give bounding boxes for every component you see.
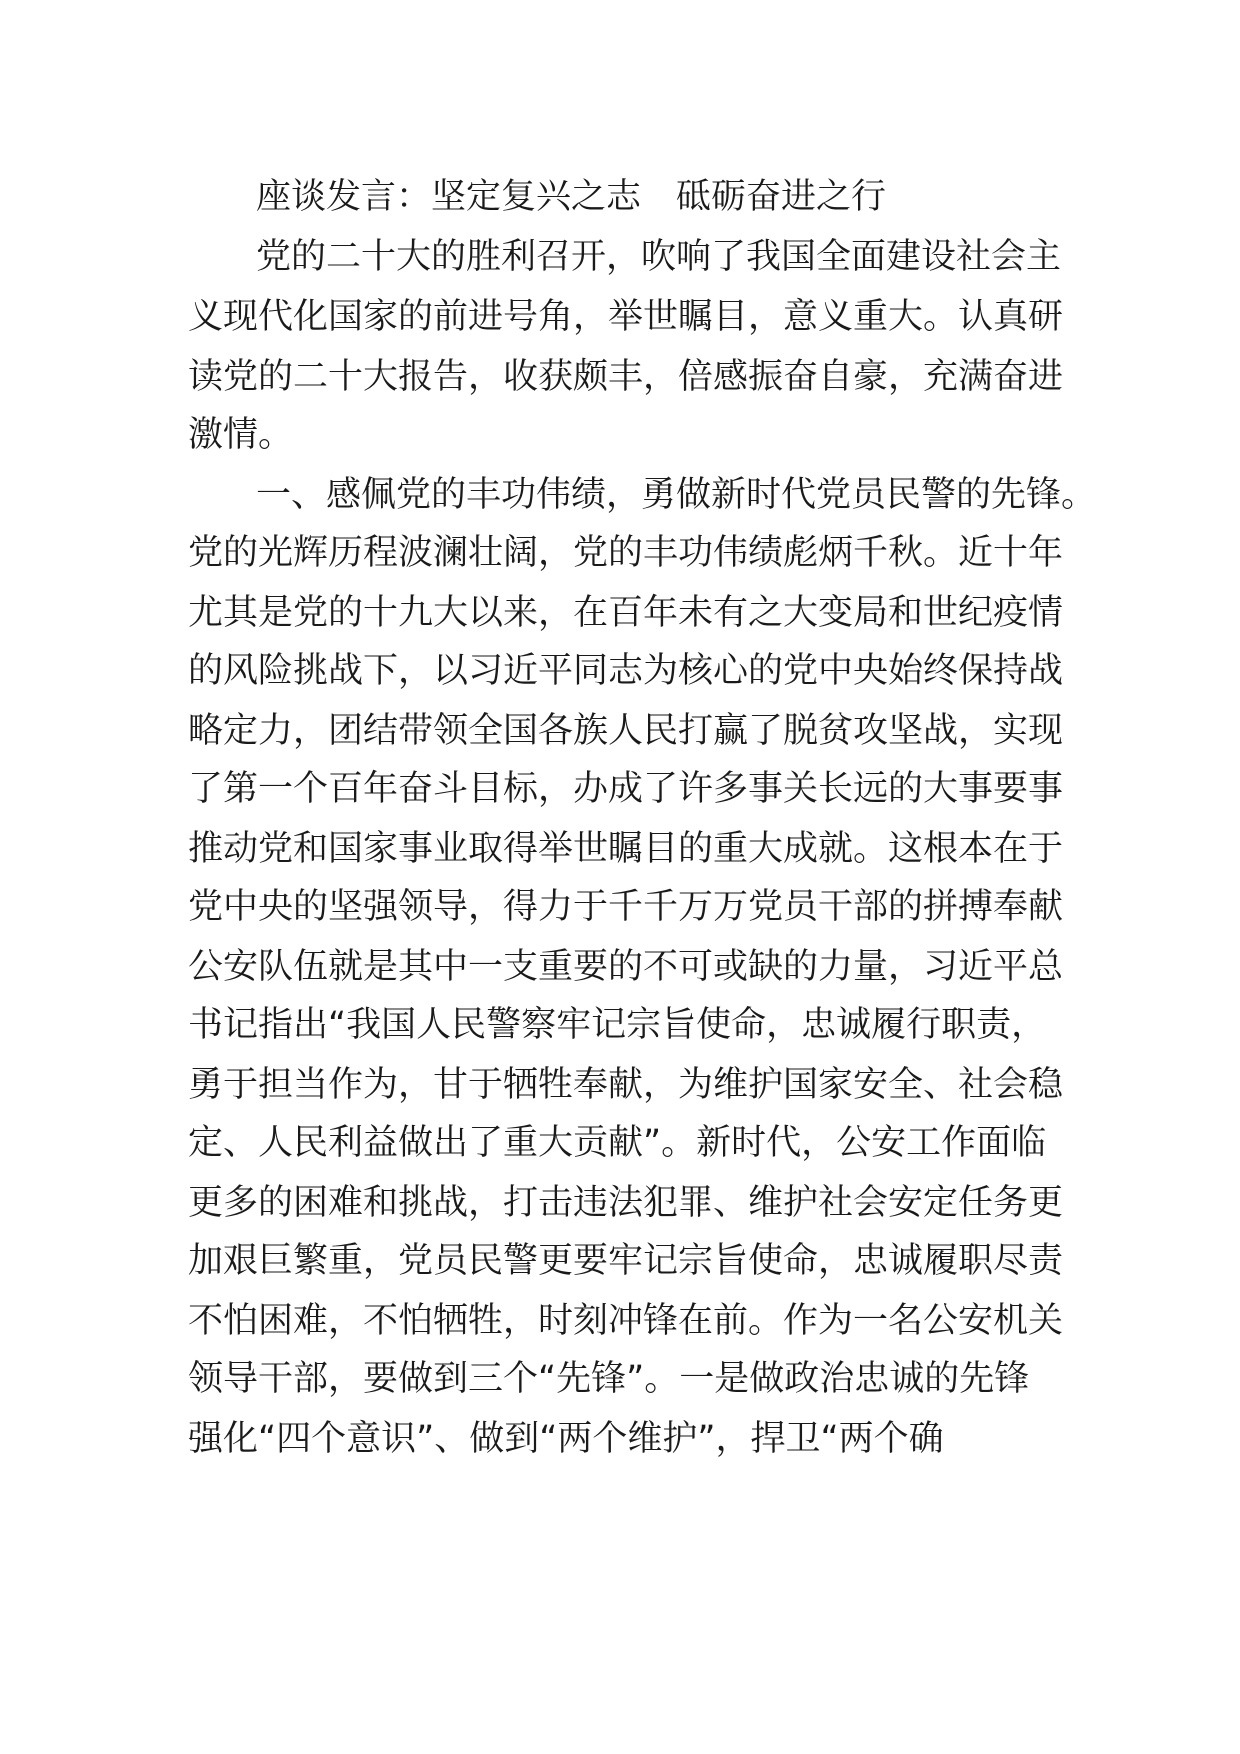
paragraph-2-line-1: 党的光辉历程波澜壮阔，党的丰功伟绩彪炳千秋。近十年 (188, 533, 1064, 573)
paragraph-2-line-9: 书记指出“我国人民警察牢记宗旨使命，忠诚履行职责， (188, 1005, 1047, 1045)
paragraph-1-line-2: 义现代化国家的前进号角，举世瞩目，意义重大。认真研 (188, 297, 1064, 337)
paragraph-2-line-12: 更多的困难和挑战，打击违法犯罪、维护社会安定任务更 (188, 1183, 1064, 1223)
paragraph-2-line-14: 不怕困难，不怕牺牲，时刻冲锋在前。作为一名公安机关 (188, 1301, 1064, 1341)
section-1-heading: 一、感佩党的丰功伟绩，勇做新时代党员民警的先锋。 (256, 475, 1097, 515)
paragraph-2-line-11: 定、人民利益做出了重大贡献”。新时代，公安工作面临 (188, 1123, 1047, 1163)
paragraph-2-line-15: 领导干部，要做到三个“先锋”。一是做政治忠诚的先锋 (188, 1359, 1030, 1399)
paragraph-2-line-10: 勇于担当作为，甘于牺牲奉献，为维护国家安全、社会稳 (188, 1065, 1064, 1105)
paragraph-2-line-7: 党中央的坚强领导，得力于千千万万党员干部的拼搏奉献 (188, 887, 1064, 927)
paragraph-1-line-3: 读党的二十大报告，收获颇丰，倍感振奋自豪，充满奋进 (188, 357, 1064, 397)
paragraph-2-line-5: 了第一个百年奋斗目标，办成了许多事关长远的大事要事 (188, 769, 1064, 809)
paragraph-2-line-16: 强化“四个意识”、做到“两个维护”，捍卫“两个确 (188, 1419, 944, 1459)
paragraph-2-line-6: 推动党和国家事业取得举世瞩目的重大成就。这根本在于 (188, 829, 1064, 869)
paragraph-2-line-8: 公安队伍就是其中一支重要的不可或缺的力量，习近平总 (188, 947, 1064, 987)
paragraph-2-line-13: 加艰巨繁重，党员民警更要牢记宗旨使命，忠诚履职尽责 (188, 1241, 1064, 1281)
paragraph-1-line-1: 党的二十大的胜利召开，吹响了我国全面建设社会主 (256, 237, 1062, 277)
paragraph-1-line-4: 激情。 (188, 415, 294, 455)
document-title: 座谈发言：坚定复兴之志 砥砺奋进之行 (256, 177, 887, 217)
paragraph-2-line-2: 尤其是党的十九大以来，在百年未有之大变局和世纪疫情 (188, 593, 1064, 633)
paragraph-2-line-4: 略定力，团结带领全国各族人民打赢了脱贫攻坚战，实现 (188, 711, 1064, 751)
paragraph-2-line-3: 的风险挑战下，以习近平同志为核心的党中央始终保持战 (188, 651, 1064, 691)
